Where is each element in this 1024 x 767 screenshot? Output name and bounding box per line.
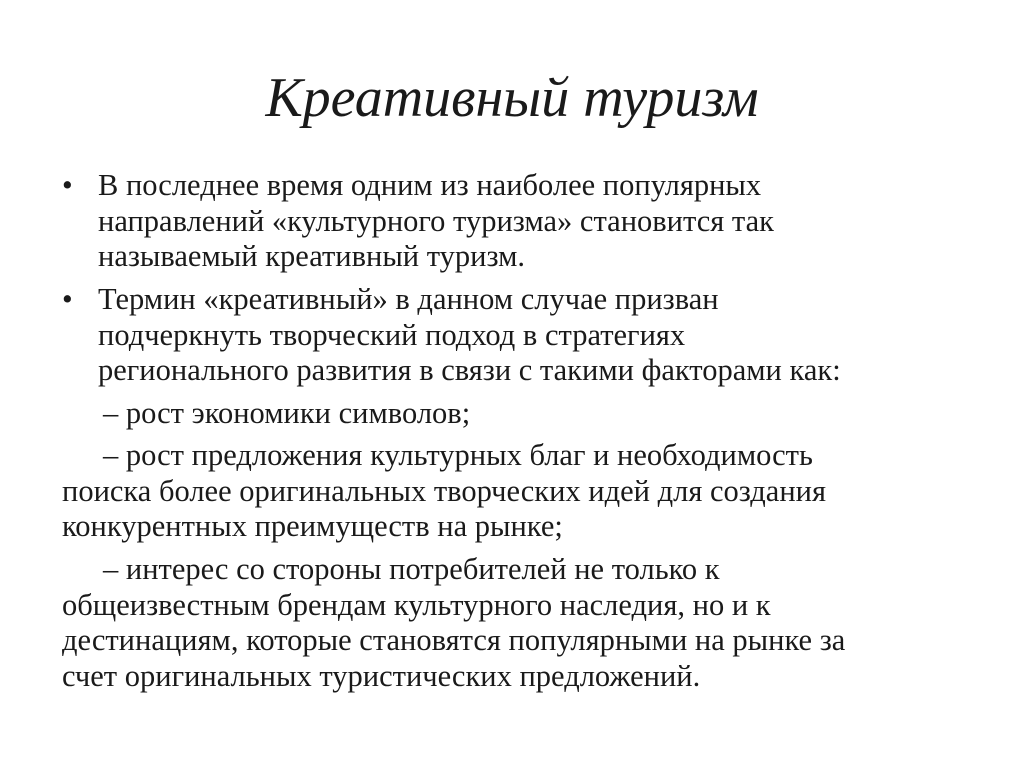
bullet-icon: •	[62, 168, 73, 202]
factor-item-1: – рост экономики символов;	[103, 396, 471, 430]
factor-item-2-line-1: – рост предложения культурных благ и необходимость	[103, 438, 813, 472]
bullet1-line-1: В последнее время одним из наиболее популярных	[98, 168, 762, 202]
factor-item-2-line-3: конкурентных преимуществ на рынке;	[62, 509, 563, 543]
factor-item-3-line-4: счет оригинальных туристических предложений.	[62, 658, 701, 693]
slide-title: Креативный туризм	[265, 67, 759, 129]
bullet-icon: •	[62, 282, 73, 316]
bullet2-line-1: Термин «креативный» в данном случае призван	[98, 282, 719, 316]
factor-item-3-line-2: общеизвестным брендам культурного наследия, но и к	[62, 587, 771, 622]
factor-item-2-line-2: поиска более оригинальных творческих идей для создания	[62, 473, 827, 508]
factor-item-3-line-3: дестинациям, которые становятся популярными на рынке за	[62, 623, 846, 657]
bullet1-line-2: направлений «культурного туризма» становится так	[98, 203, 774, 238]
factor-item-3-line-1: – интерес со стороны потребителей не только к	[103, 552, 720, 586]
bullet1-line-3: называемый креативный туризм.	[98, 239, 526, 273]
bullet2-line-3: регионального развития в связи с такими факторами как:	[98, 353, 841, 387]
bullet2-line-2: подчеркнуть творческий подход в стратегиях	[98, 317, 686, 352]
